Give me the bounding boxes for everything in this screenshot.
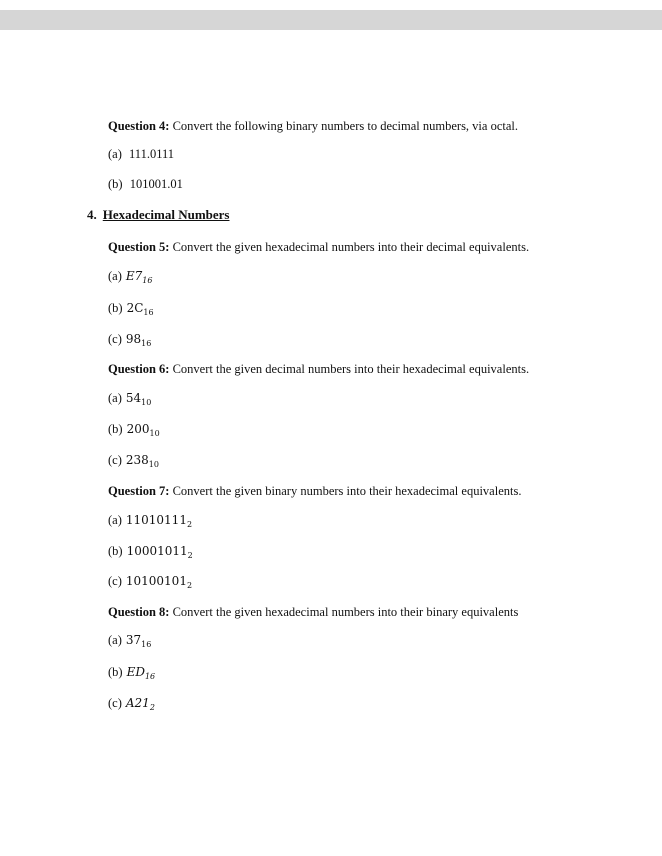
item-value: 10100101 xyxy=(125,574,187,588)
question-6-item-a xyxy=(108,390,151,406)
question-5-item-a xyxy=(108,268,152,284)
item-marker: (a) xyxy=(108,513,122,527)
item-marker: (b) xyxy=(108,544,123,558)
item-marker: (c) xyxy=(108,332,122,346)
question-8-item-c xyxy=(108,695,155,711)
question-6-item-c xyxy=(108,452,159,468)
item-base: 16 xyxy=(141,640,152,649)
section-heading xyxy=(87,207,229,223)
item-marker: (c) xyxy=(108,453,122,467)
item-marker: (b) xyxy=(108,177,123,191)
question-8 xyxy=(108,604,518,620)
question-6-item-b xyxy=(108,421,160,437)
item-marker: (b) xyxy=(108,301,123,315)
question-7-item-a xyxy=(108,512,192,528)
question-7 xyxy=(108,483,521,499)
section-title: Hexadecimal Numbers xyxy=(102,207,230,222)
item-value: E7 xyxy=(125,269,143,283)
item-value: 200 xyxy=(126,422,150,436)
item-marker: (a) xyxy=(108,633,122,647)
item-base: 10 xyxy=(148,460,159,469)
question-7-label: Question 7: xyxy=(108,484,170,498)
item-value: 98 xyxy=(125,332,142,346)
question-5-item-c xyxy=(108,331,151,347)
item-base: 2 xyxy=(186,581,193,590)
question-8-label: Question 8: xyxy=(108,605,170,619)
item-value: A21 xyxy=(125,696,150,710)
question-7-item-b xyxy=(108,543,193,559)
item-marker: (a) xyxy=(108,147,122,161)
item-value: 11010111 xyxy=(125,513,187,527)
question-5 xyxy=(108,239,529,255)
item-value: 111.0111 xyxy=(129,147,175,161)
item-marker: (c) xyxy=(108,574,122,588)
item-base: 16 xyxy=(142,276,153,285)
item-value: 54 xyxy=(125,391,142,405)
item-base: 2 xyxy=(186,520,193,529)
item-marker: (b) xyxy=(108,665,123,679)
question-6-label: Question 6: xyxy=(108,362,170,376)
question-5-text: Convert the given hexadecimal numbers into their decimal equivalents. xyxy=(169,240,530,254)
section-number: 4. xyxy=(87,207,97,222)
question-5-label: Question 5: xyxy=(108,240,170,254)
item-value: ED xyxy=(126,665,145,679)
item-base: 2 xyxy=(149,703,155,712)
item-base: 16 xyxy=(143,308,154,317)
question-4 xyxy=(108,118,518,134)
item-value: 37 xyxy=(125,633,142,647)
question-6 xyxy=(108,361,529,377)
item-marker: (c) xyxy=(108,696,122,710)
item-base: 16 xyxy=(141,339,152,348)
item-value: 238 xyxy=(125,453,149,467)
item-marker: (b) xyxy=(108,422,123,436)
item-value: 10001011 xyxy=(126,544,188,558)
item-value: 101001.01 xyxy=(129,177,183,191)
item-base: 16 xyxy=(144,672,156,681)
question-7-text: Convert the given binary numbers into their hexadecimal equivalents. xyxy=(169,484,522,498)
question-5-item-b xyxy=(108,300,154,316)
item-base: 10 xyxy=(141,398,152,407)
top-toolbar-bar xyxy=(0,10,662,30)
question-4-item-a xyxy=(108,146,174,162)
item-base: 10 xyxy=(149,429,160,438)
question-8-item-a xyxy=(108,632,151,648)
question-4-item-b xyxy=(108,176,183,192)
question-8-text: Convert the given hexadecimal numbers into their binary equivalents xyxy=(169,605,519,619)
item-value: 2C xyxy=(126,301,144,315)
question-4-text: Convert the following binary numbers to decimal numbers, via octal. xyxy=(169,119,518,133)
question-6-text: Convert the given decimal numbers into their hexadecimal equivalents. xyxy=(169,362,530,376)
item-marker: (a) xyxy=(108,391,122,405)
question-4-label: Question 4: xyxy=(108,119,170,133)
question-8-item-b xyxy=(108,664,155,680)
item-base: 2 xyxy=(187,551,193,560)
item-marker: (a) xyxy=(108,269,122,283)
question-7-item-c xyxy=(108,573,192,589)
